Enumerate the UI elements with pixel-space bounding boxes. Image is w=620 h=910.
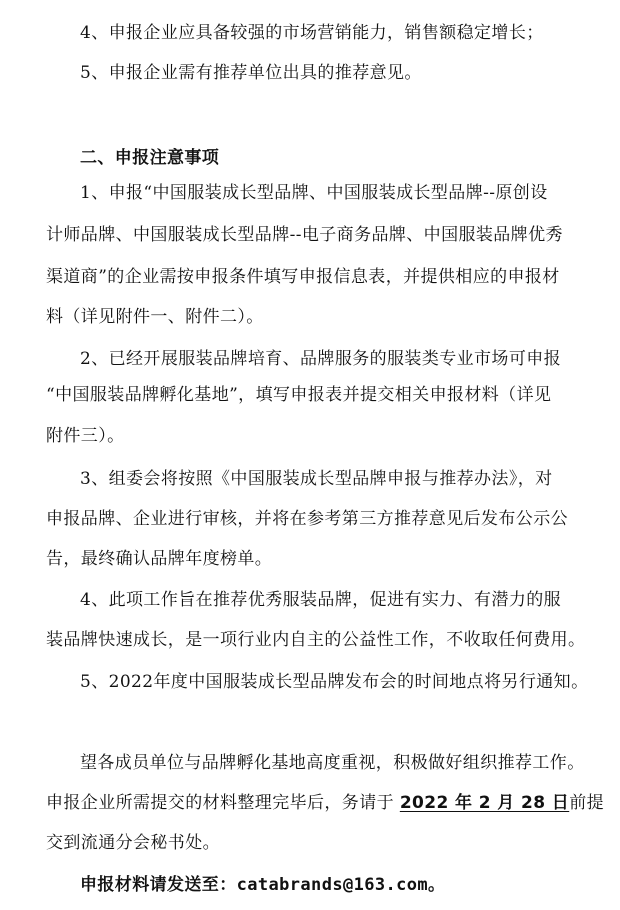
submission-label: 申报材料请发送至： [80,875,237,895]
closing-line-1: 望各成员单位与品牌孵化基地高度重视，积极做好组织推荐工作。 [80,753,585,773]
criteria-item-5: 5、申报企业需有推荐单位出具的推荐意见。 [80,63,422,83]
closing-line-2-suffix: 前提 [569,793,605,813]
note-1-line-2: 计师品牌、中国服装成长型品牌--电子商务品牌、中国服装品牌优秀 [46,225,563,245]
note-3-line-1: 3、组委会将按照《中国服装成长型品牌申报与推荐办法》，对 [80,469,553,489]
note-4-line-2: 装品牌快速成长，是一项行业内自主的公益性工作，不收取任何费用。 [46,630,586,650]
submission-end: 。 [428,875,446,895]
note-3-line-2: 申报品牌、企业进行审核，并将在参考第三方推荐意见后发布公示公 [46,509,568,529]
note-3-line-3: 告，最终确认品牌年度榜单。 [46,549,273,569]
note-2-line-1: 2、已经开展服装品牌培育、品牌服务的服装类专业市场可申报 [80,349,562,369]
note-2-line-3: 附件三）。 [46,426,125,446]
note-1-line-4: 料（详见附件一、附件二）。 [46,307,264,327]
submission-line [80,874,445,896]
closing-line-3: 交到流通分会秘书处。 [46,833,220,853]
note-5-line-1: 5、2022年度中国服装成长型品牌发布会的时间地点将另行通知。 [80,672,589,692]
note-1-line-3: 渠道商”的企业需按申报条件填写申报信息表，并提供相应的申报材 [46,267,560,287]
closing-line-2-prefix: 申报企业所需提交的材料整理完毕后，务请于 [46,793,400,813]
note-2-line-2: “中国服装品牌孵化基地”，填写申报表并提交相关申报材料（详见 [46,385,552,405]
submission-email[interactable]: catabrands@163.com [236,875,429,895]
closing-line-2 [46,792,604,814]
note-1-line-1: 1、申报“中国服装成长型品牌、中国服装成长型品牌--原创设 [80,183,548,203]
note-4-line-1: 4、此项工作旨在推荐优秀服装品牌，促进有实力、有潜力的服 [80,590,562,610]
criteria-item-4: 4、申报企业应具备较强的市场营销能力，销售额稳定增长； [80,23,544,43]
section-heading: 二、申报注意事项 [80,148,220,168]
deadline-date: 2022 年 2 月 28 日 [399,793,570,813]
